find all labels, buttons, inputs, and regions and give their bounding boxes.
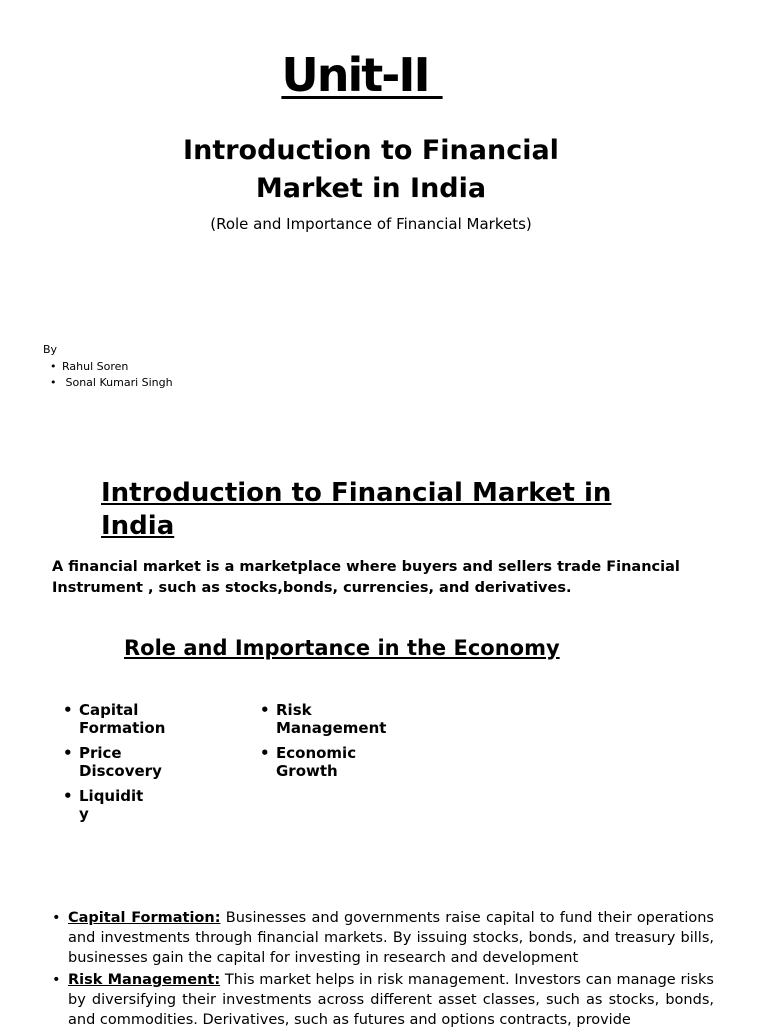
author-list — [50, 359, 173, 391]
unit-title: Unit-II — [281, 48, 443, 102]
list-item — [260, 701, 410, 737]
author-item — [50, 359, 173, 375]
role-label: Economic Growth — [276, 744, 357, 780]
detail-term: Capital Formation: — [68, 910, 221, 926]
bullet-icon: • — [50, 376, 57, 389]
bullet-icon: • — [52, 910, 61, 926]
bullet-icon: • — [63, 787, 73, 805]
author-item — [50, 375, 173, 391]
list-item — [63, 744, 183, 780]
role-label: Price Discovery — [79, 744, 162, 780]
bullet-icon: • — [50, 360, 57, 373]
list-item — [260, 744, 410, 780]
bullet-icon: • — [260, 744, 270, 762]
list-item — [63, 701, 183, 737]
main-title: Introduction to Financial Market in India — [183, 135, 559, 204]
author-name: Sonal Kumari Singh — [62, 376, 173, 389]
list-item — [52, 908, 714, 968]
detail-text: Businesses and governments raise capital to fund their operations and investments through financial markets. By issuing stocks, bonds, and treasury bills, businesses gain the capital for investing in research and development — [68, 910, 714, 966]
bullet-icon: • — [52, 972, 61, 988]
subtitle: (Role and Importance of Financial Markets) — [210, 215, 532, 233]
section-heading: Introduction to Financial Market in India — [101, 478, 612, 541]
bullet-icon: • — [63, 701, 73, 719]
detail-term: Risk Management: — [68, 972, 221, 988]
by-label: By — [43, 343, 58, 356]
author-name: Rahul Soren — [62, 360, 129, 373]
list-item — [63, 787, 147, 823]
role-heading: Role and Importance in the Economy — [124, 636, 560, 660]
bullet-icon: • — [260, 701, 270, 719]
intro-paragraph: A financial market is a marketplace where buyers and sellers trade Financial Instrument , such as stocks,bonds, currencies, and derivatives. — [52, 559, 680, 596]
roles-list-right — [260, 701, 410, 787]
bullet-icon: • — [63, 744, 73, 762]
detail-text: This market helps in risk management. Investors can manage risks by diversifying their investments across different asset classes, such as stocks, bonds, and commodities. Derivatives, such as futures and options contracts, provide — [68, 972, 714, 1028]
details-list — [52, 908, 714, 1032]
role-label: Risk Management — [276, 701, 387, 737]
roles-list-left — [63, 701, 183, 830]
role-label: Capital Formation — [79, 701, 166, 737]
list-item — [52, 970, 714, 1030]
role-label: Liquidity — [79, 787, 144, 823]
